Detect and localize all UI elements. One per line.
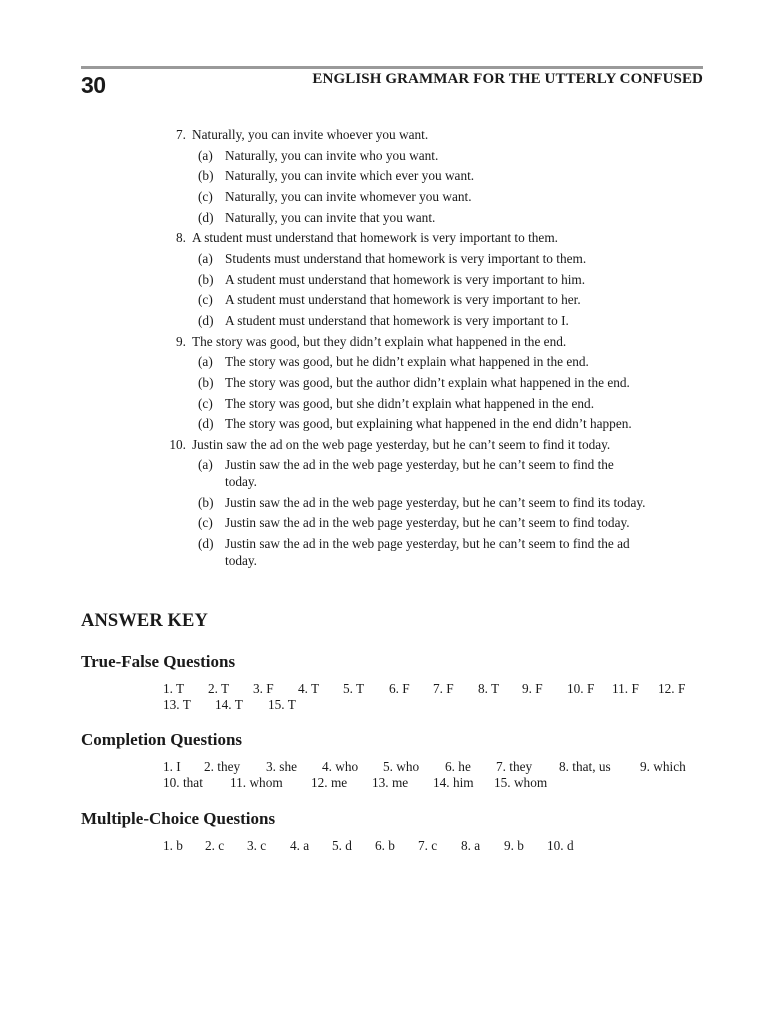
answer-item: 2. c bbox=[205, 838, 225, 853]
option-label: (b) bbox=[198, 271, 214, 287]
option-text: Naturally, you can invite that you want. bbox=[225, 209, 436, 225]
multiple-choice-heading: Multiple-Choice Questions bbox=[81, 809, 276, 828]
option-label: (c) bbox=[198, 515, 213, 531]
answer-item: 10. d bbox=[547, 838, 574, 853]
answer-item: 6. F bbox=[389, 681, 410, 696]
option-label: (d) bbox=[198, 416, 214, 432]
answer-item: 14. T bbox=[215, 697, 243, 713]
question-text: The story was good, but they didn’t explain what happened in the end. bbox=[192, 333, 567, 349]
answer-item: 13. T bbox=[163, 697, 191, 713]
option-text-line-2: today. bbox=[225, 552, 258, 568]
true-false-answers bbox=[163, 681, 708, 713]
completion-answers bbox=[163, 759, 708, 791]
question-number: 7. bbox=[176, 127, 186, 142]
answer-item: 2. they bbox=[204, 759, 241, 774]
option-text: Naturally, you can invite whomever you want. bbox=[225, 188, 472, 204]
option-text: The story was good, but he didn’t explain what happened in the end. bbox=[225, 354, 589, 370]
option-c bbox=[198, 187, 704, 208]
answer-item: 3. she bbox=[266, 759, 298, 774]
answer-row-1 bbox=[163, 681, 708, 697]
option-label: (b) bbox=[198, 374, 214, 390]
option-text bbox=[225, 455, 704, 492]
option-text-line-1: Justin saw the ad in the web page yesterday, but he can’t seem to find the ad bbox=[225, 536, 630, 552]
option-label: (c) bbox=[198, 292, 213, 308]
option-label: (b) bbox=[198, 168, 214, 184]
option-text: Students must understand that homework is very important to them. bbox=[225, 250, 587, 266]
option-c bbox=[198, 290, 704, 311]
option-label: (a) bbox=[198, 457, 213, 473]
answer-item: 3. c bbox=[247, 838, 267, 853]
answer-item: 10. F bbox=[567, 681, 595, 696]
answer-item: 1. T bbox=[163, 681, 185, 696]
answer-item: 7. c bbox=[418, 838, 438, 853]
answer-item: 15. T bbox=[268, 697, 296, 713]
option-text-line-2: today. bbox=[225, 474, 258, 490]
question-7 bbox=[160, 125, 704, 228]
question-text: Justin saw the ad on the web page yesterday, but he can’t seem to find it today. bbox=[192, 436, 611, 452]
answer-item: 7. F bbox=[433, 681, 454, 696]
option-label: (c) bbox=[198, 188, 213, 204]
option-c bbox=[198, 394, 704, 415]
option-text: The story was good, but explaining what happened in the end didn’t happen. bbox=[225, 416, 632, 432]
answer-item: 1. b bbox=[163, 838, 183, 853]
option-b bbox=[198, 270, 704, 291]
answer-item: 8. that, us bbox=[559, 759, 611, 774]
answer-item: 14. him bbox=[433, 775, 474, 791]
option-a bbox=[198, 146, 704, 167]
answer-item: 4. T bbox=[298, 681, 320, 696]
option-text-line-1: Justin saw the ad in the web page yesterday, but he can’t seem to find the bbox=[225, 457, 614, 473]
option-text: Naturally, you can invite which ever you want. bbox=[225, 168, 475, 184]
option-a bbox=[198, 352, 704, 373]
answer-item: 5. d bbox=[332, 838, 352, 853]
answer-item: 8. T bbox=[478, 681, 500, 696]
answer-item: 7. they bbox=[496, 759, 533, 774]
answer-item: 11. whom bbox=[230, 775, 283, 791]
option-text: The story was good, but the author didn’t explain what happened in the end. bbox=[225, 374, 630, 390]
answer-item: 4. a bbox=[290, 838, 310, 853]
answer-row-2 bbox=[163, 697, 708, 713]
question-number: 9. bbox=[176, 333, 186, 349]
option-b bbox=[198, 373, 704, 394]
answer-item: 9. b bbox=[504, 838, 524, 853]
option-text: A student must understand that homework is very important to him. bbox=[225, 271, 586, 287]
option-text bbox=[225, 534, 704, 571]
question-9 bbox=[160, 332, 704, 435]
completion-heading: Completion Questions bbox=[81, 730, 243, 749]
true-false-heading: True-False Questions bbox=[81, 652, 236, 671]
option-d bbox=[198, 208, 704, 229]
answer-item: 9. which bbox=[640, 759, 686, 774]
option-c bbox=[198, 513, 704, 534]
option-b bbox=[198, 166, 704, 187]
option-d bbox=[198, 414, 704, 435]
option-text: A student must understand that homework is very important to her. bbox=[225, 292, 581, 308]
answer-item: 15. whom bbox=[494, 775, 548, 791]
option-label: (d) bbox=[198, 312, 214, 328]
answer-item: 2. T bbox=[208, 681, 230, 696]
answer-row-1 bbox=[163, 759, 708, 775]
answer-item: 5. who bbox=[383, 759, 420, 774]
question-number: 10. bbox=[169, 436, 186, 452]
option-label: (a) bbox=[198, 250, 213, 266]
option-b bbox=[198, 493, 704, 514]
answer-item: 6. b bbox=[375, 838, 395, 853]
option-label: (b) bbox=[198, 494, 214, 510]
question-10 bbox=[160, 435, 704, 571]
option-a bbox=[198, 249, 704, 270]
option-text: A student must understand that homework is very important to I. bbox=[225, 312, 569, 328]
answer-item: 3. F bbox=[253, 681, 274, 696]
question-text: Naturally, you can invite whoever you want. bbox=[192, 127, 429, 142]
option-label: (a) bbox=[198, 147, 213, 163]
option-text: The story was good, but she didn’t explain what happened in the end. bbox=[225, 395, 595, 411]
answer-item: 6. he bbox=[445, 759, 471, 774]
option-text: Justin saw the ad in the web page yesterday, but he can’t seem to find its today. bbox=[225, 494, 646, 510]
answer-row-2 bbox=[163, 775, 708, 791]
answer-item: 4. who bbox=[322, 759, 359, 774]
answer-item: 9. F bbox=[522, 681, 543, 696]
question-text: A student must understand that homework is very important to them. bbox=[192, 230, 558, 246]
question-8 bbox=[160, 228, 704, 331]
answer-item: 13. me bbox=[372, 775, 409, 791]
multiple-choice-answers bbox=[163, 838, 708, 854]
answer-item: 5. T bbox=[343, 681, 365, 696]
running-head: ENGLISH GRAMMAR FOR THE UTTERLY CONFUSED bbox=[312, 71, 703, 87]
answer-row-1 bbox=[163, 838, 708, 854]
question-list bbox=[160, 125, 704, 571]
option-a bbox=[198, 455, 704, 492]
question-number: 8. bbox=[176, 230, 186, 246]
option-label: (c) bbox=[198, 395, 213, 411]
option-text: Justin saw the ad in the web page yesterday, but he can’t seem to find today. bbox=[225, 515, 630, 531]
answer-item: 1. I bbox=[163, 759, 181, 774]
option-d bbox=[198, 311, 704, 332]
answer-item: 12. F bbox=[658, 681, 686, 696]
option-d bbox=[198, 534, 704, 571]
page-number: 30 bbox=[81, 72, 106, 98]
option-label: (a) bbox=[198, 354, 213, 370]
option-text: Naturally, you can invite who you want. bbox=[225, 147, 439, 163]
answer-item: 10. that bbox=[163, 775, 203, 791]
option-label: (d) bbox=[198, 536, 214, 552]
option-label: (d) bbox=[198, 209, 214, 225]
answer-item: 11. F bbox=[612, 681, 639, 696]
header-rule bbox=[81, 66, 703, 69]
answer-item: 8. a bbox=[461, 838, 481, 853]
answer-item: 12. me bbox=[311, 775, 348, 791]
answer-key-heading: ANSWER KEY bbox=[81, 611, 208, 631]
